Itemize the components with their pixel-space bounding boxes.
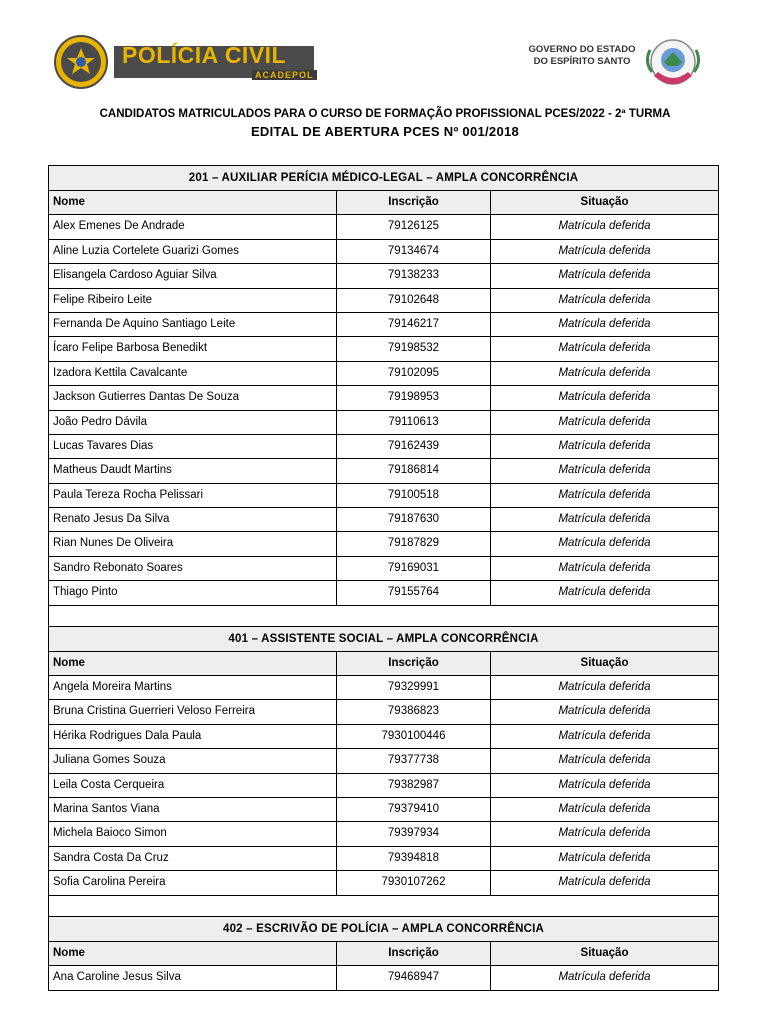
cell-nome: Juliana Gomes Souza [49,749,337,772]
cell-inscricao: 79102648 [337,289,491,312]
cell-situacao: Matrícula deferida [558,802,651,815]
column-header-row [49,942,718,966]
cell-nome: Rian Nunes De Oliveira [49,532,337,555]
cell-situacao: Matrícula deferida [558,705,651,718]
table-row [49,508,718,532]
cell-situacao: Matrícula deferida [558,513,651,526]
cell-situacao: Matrícula deferida [558,586,651,599]
table-row [49,557,718,581]
document-title: CANDIDATOS MATRICULADOS PARA O CURSO DE FORMAÇÃO PROFISSIONAL PCES/2022 - 2ª TURMA [99,108,671,120]
cell-nome: Bruna Cristina Guerrieri Veloso Ferreira [49,700,337,723]
cell-situacao: Matrícula deferida [558,293,651,306]
table-row [49,289,718,313]
cell-situacao: Matrícula deferida [558,488,651,501]
cell-inscricao: 79394818 [337,847,491,870]
state-coat-of-arms-icon [640,32,706,96]
cell-situacao: Matrícula deferida [558,415,651,428]
cell-nome: Thiago Pinto [49,581,337,604]
table-row [49,749,718,773]
cell-nome: Angela Moreira Martins [49,676,337,699]
cell-inscricao: 79155764 [337,581,491,604]
table-row [49,435,718,459]
section-title: 401 – ASSISTENTE SOCIAL – AMPLA CONCORRÊNCIA [49,627,718,652]
cell-inscricao: 79162439 [337,435,491,458]
cell-situacao: Matrícula deferida [558,366,651,379]
cell-situacao: Matrícula deferida [558,391,651,404]
cell-nome: Jackson Gutierres Dantas De Souza [49,386,337,409]
table-row [49,386,718,410]
column-header-situacao: Situação [580,946,629,959]
cell-situacao: Matrícula deferida [558,269,651,282]
cell-nome: Renato Jesus Da Silva [49,508,337,531]
table-row [49,362,718,386]
cell-inscricao: 79169031 [337,557,491,580]
table-row [49,847,718,871]
column-header-situacao: Situação [580,656,629,669]
cell-nome: Ana Caroline Jesus Silva [49,966,337,990]
table-row [49,700,718,724]
cell-inscricao: 79186814 [337,459,491,482]
cell-nome: Aline Luzia Cortelete Guarizi Gomes [49,240,337,263]
cell-nome: Sandro Rebonato Soares [49,557,337,580]
policia-civil-logo [52,34,314,90]
table-row [49,337,718,361]
cell-inscricao: 79198532 [337,337,491,360]
cell-situacao: Matrícula deferida [558,220,651,233]
cell-situacao: Matrícula deferida [558,561,651,574]
table-row [49,871,718,895]
cell-inscricao: 7930107262 [337,871,491,894]
cell-nome: Michela Baioco Simon [49,822,337,845]
cell-inscricao: 79134674 [337,240,491,263]
logo-subtitle: ACADEPOL [252,70,317,80]
cell-inscricao: 79379410 [337,798,491,821]
cell-inscricao: 79187829 [337,532,491,555]
cell-situacao: Matrícula deferida [558,827,651,840]
cell-inscricao: 79146217 [337,313,491,336]
table-row [49,581,718,605]
cell-inscricao: 79102095 [337,362,491,385]
cell-situacao: Matrícula deferida [558,342,651,355]
table-row [49,774,718,798]
section-spacer [49,896,718,917]
column-header-row [49,652,718,676]
table-row [49,459,718,483]
table-row [49,822,718,846]
cell-nome: Matheus Daudt Martins [49,459,337,482]
column-header-situacao: Situação [580,196,629,208]
table-row [49,411,718,435]
cell-inscricao: 79138233 [337,264,491,287]
cell-situacao: Matrícula deferida [558,778,651,791]
document-subtitle: EDITAL DE ABERTURA PCES Nº 001/2018 [250,124,520,139]
logo-title: POLÍCIA CIVIL [122,42,287,68]
cell-inscricao: 79100518 [337,484,491,507]
table-row [49,798,718,822]
cell-nome: Hérika Rodrigues Dala Paula [49,725,337,748]
cell-situacao: Matrícula deferida [558,851,651,864]
cell-nome: Marina Santos Viana [49,798,337,821]
column-header-inscricao: Inscrição [337,191,491,214]
table-row [49,264,718,288]
table-row [49,215,718,239]
column-header-nome: Nome [49,942,337,965]
cell-nome: Izadora Kettila Cavalcante [49,362,337,385]
table-row [49,966,718,990]
column-header-nome: Nome [49,191,337,214]
cell-situacao: Matrícula deferida [558,876,651,889]
table-row [49,484,718,508]
cell-nome: Fernanda De Aquino Santiago Leite [49,313,337,336]
cell-inscricao: 79198953 [337,386,491,409]
cell-nome: Felipe Ribeiro Leite [49,289,337,312]
cell-situacao: Matrícula deferida [558,729,651,742]
cell-situacao: Matrícula deferida [558,317,651,330]
police-badge-icon [52,34,110,90]
cell-nome: Leila Costa Cerqueira [49,774,337,797]
cell-situacao: Matrícula deferida [558,244,651,257]
cell-situacao: Matrícula deferida [558,970,651,983]
cell-situacao: Matrícula deferida [558,537,651,550]
cell-inscricao: 79377738 [337,749,491,772]
cell-inscricao: 79397934 [337,822,491,845]
table-row [49,532,718,556]
section-title: 201 – AUXILIAR PERÍCIA MÉDICO-LEGAL – AMPLA CONCORRÊNCIA [49,166,718,191]
page-header [0,0,770,100]
cell-nome: Sandra Costa Da Cruz [49,847,337,870]
cell-nome: Lucas Tavares Dias [49,435,337,458]
cell-situacao: Matrícula deferida [558,439,651,452]
section-title: 402 – ESCRIVÃO DE POLÍCIA – AMPLA CONCORRÊNCIA [49,917,718,942]
government-label [528,44,636,68]
table-row [49,313,718,337]
column-header-inscricao: Inscrição [337,652,491,675]
cell-inscricao: 79126125 [337,215,491,238]
cell-inscricao: 79329991 [337,676,491,699]
cell-inscricao: 79382987 [337,774,491,797]
column-header-row [49,191,718,215]
cell-nome: Elisangela Cardoso Aguiar Silva [49,264,337,287]
cell-situacao: Matrícula deferida [558,754,651,767]
cell-situacao: Matrícula deferida [558,681,651,694]
table-row [49,725,718,749]
gov-line-1: GOVERNO DO ESTADO [528,44,636,55]
cell-nome: Sofia Carolina Pereira [49,871,337,894]
table-row [49,240,718,264]
column-header-inscricao: Inscrição [337,942,491,965]
cell-nome: Ícaro Felipe Barbosa Benedikt [49,337,337,360]
candidates-table [48,165,719,991]
cell-nome: João Pedro Dávila [49,411,337,434]
cell-nome: Paula Tereza Rocha Pelissari [49,484,337,507]
cell-situacao: Matrícula deferida [558,464,651,477]
cell-nome: Alex Emenes De Andrade [49,215,337,238]
cell-inscricao: 79468947 [337,966,491,990]
table-row [49,676,718,700]
gov-line-2: DO ESPÍRITO SANTO [533,56,631,67]
cell-inscricao: 79187630 [337,508,491,531]
section-spacer [49,606,718,627]
cell-inscricao: 7930100446 [337,725,491,748]
column-header-nome: Nome [49,652,337,675]
cell-inscricao: 79386823 [337,700,491,723]
cell-inscricao: 79110613 [337,411,491,434]
